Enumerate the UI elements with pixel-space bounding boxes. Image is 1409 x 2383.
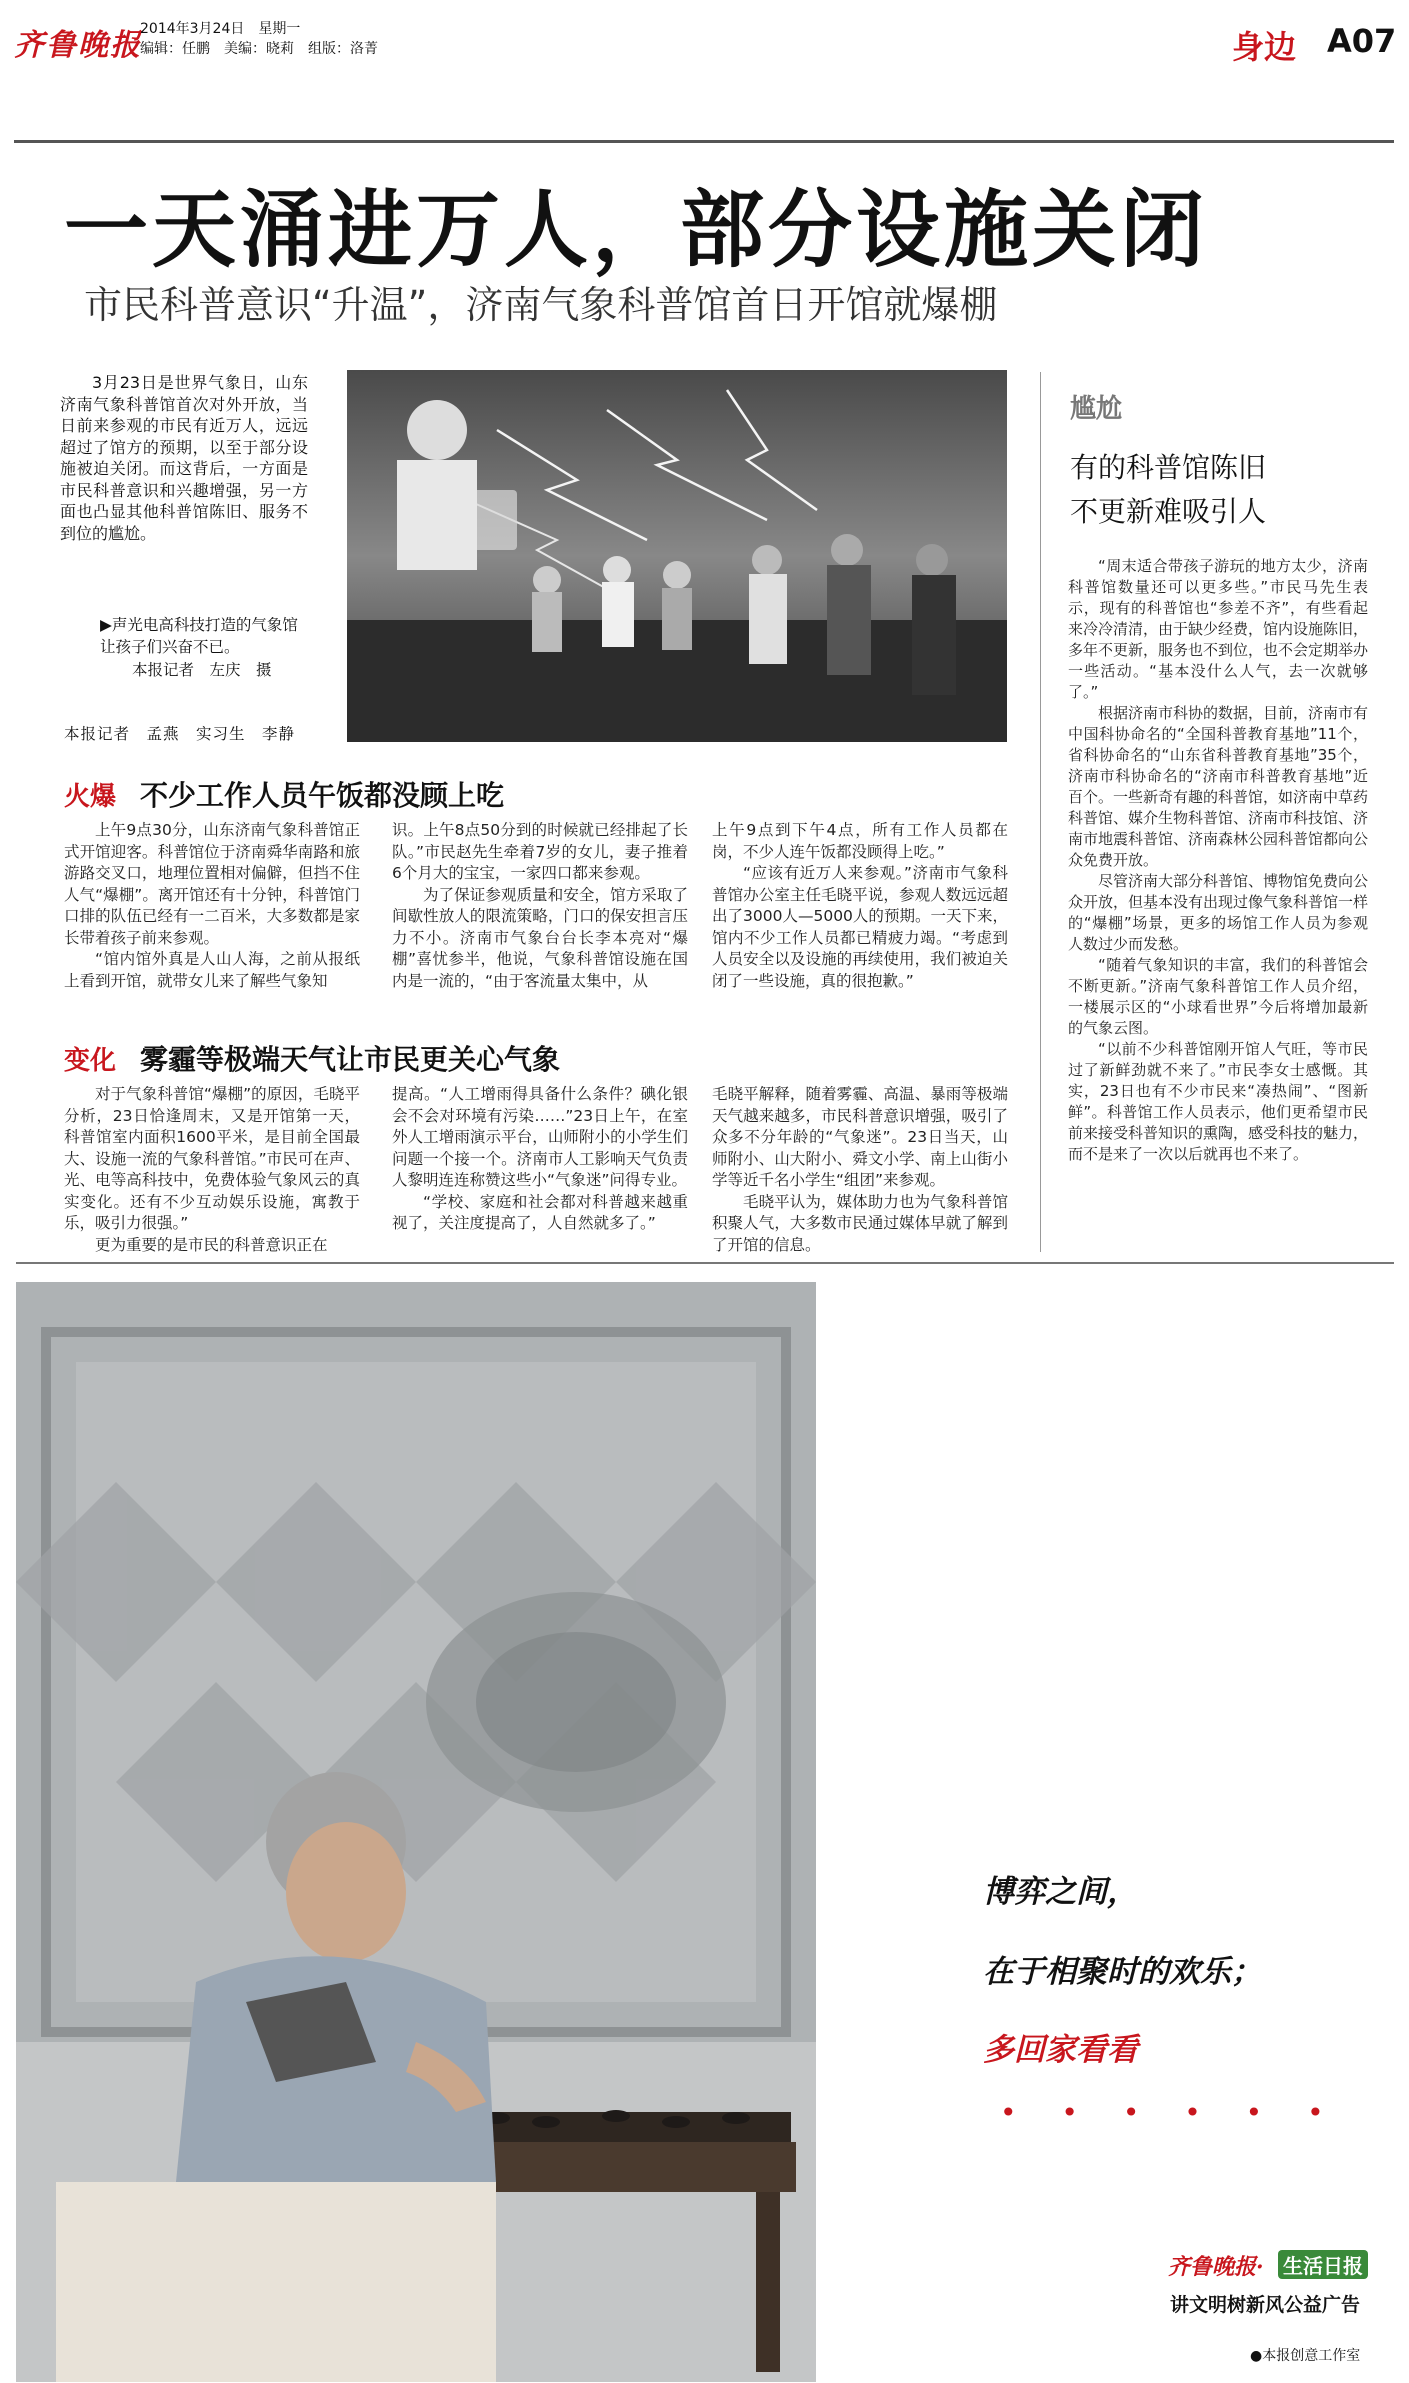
paragraph: 对于气象科普馆“爆棚”的原因，毛晓平分析，23日恰逢周末，又是开馆第一天，科普馆室内面积1600平米，是目前全国最大、设施一流的气象科普馆。”市民可在声、光、电等高科技中，免费体验气象风云的真实变化。还有不少互动娱乐设施，寓教于乐，吸引力很强。” <box>64 1085 360 1232</box>
paragraph: 根据济南市科协的数据，目前，济南市有中国科协命名的“全国科普教育基地”11个，省科协命名的“山东省科普教育基地”35个，济南市科协命名的“济南市科普教育基地”近百个。一些新奇有趣的科普馆，如济南中草药科普馆、媒介生物科普馆、济南市科技馆、济南市地震科普馆、济南森林公园科普馆都向公众免费开放。 <box>1068 704 1369 869</box>
paragraph: 为了保证参观质量和安全，馆方采取了间歇性放人的限流策略，门口的保安担言压力不小。济南市气象台台长李本亮对“爆棚”喜忧参半，他说，气象科普馆设施在国内是一流的，“由于客流量太集中，从 <box>392 885 688 990</box>
sidebar-body <box>1068 556 1368 1165</box>
article-bottom-rule <box>16 1262 1394 1264</box>
paragraph: 尽管济南大部分科普馆、博物馆免费向公众开放，但基本没有出现过像气象科普馆一样的“爆棚”场景，更多的场馆工作人员为参观人数过少而发愁。 <box>1068 872 1369 953</box>
header-rule <box>14 140 1394 143</box>
public-service-ad <box>16 1282 1394 2382</box>
section2-col2 <box>392 1084 688 1235</box>
byline: 本报记者 孟燕 实习生 李静 <box>64 725 296 743</box>
sidebar-title-line1: 有的科普馆陈旧 <box>1070 451 1267 484</box>
section1-col3 <box>712 820 1008 992</box>
date-line: 2014年3月24日 星期一 <box>140 21 301 37</box>
paragraph: 提高。“人工增雨得具备什么条件？碘化银会不会对环境有污染……”23日上午，在室外人工增雨演示平台，山师附小的小学生们问题一个接一个。济南市人工影响天气负责人黎明连连称赞这些小“气象迷”问得专业。 <box>392 1085 688 1189</box>
section1-tag: 火爆 <box>64 782 117 812</box>
lead-text: 3月23日是世界气象日，山东济南气象科普馆首次对外开放，当日前来参观的市民有近万人，远远超过了馆方的预期，以至于部分设施被迫关闭。而这背后，一方面是市民科普意识和兴趣增强，另一方面也凸显其他科普馆陈旧、服务不到位的尴尬。 <box>60 373 308 543</box>
ad-brand-logo-2: 生活日报 <box>1278 2250 1368 2279</box>
section1-title: 不少工作人员午饭都没顾上吃 <box>140 779 505 812</box>
ad-dots: • • • • • • <box>1000 2096 1342 2129</box>
ad-brand-logo: 齐鲁晚报· <box>1168 2254 1264 2280</box>
paragraph: “应该有近万人来参观。”济南市气象科普馆办公室主任毛晓平说，参观人数远远超出了3000人—5000人的预期。一天下来，馆内不少工作人员都已精疲力竭。“考虑到人员安全以及设施的再续使用，我们被迫关闭了一些设施，真的很抱歉。” <box>712 864 1008 990</box>
paragraph: 更为重要的是市民的科普意识正在 <box>95 1235 328 1254</box>
photo-illustration <box>347 370 1007 742</box>
paragraph: 毛晓平认为，媒体助力也为气象科普馆积聚人气，大多数市民通过媒体早就了解到了开馆的信息。 <box>712 1192 1008 1254</box>
ad-white-panel <box>816 1282 1394 2382</box>
sidebar-title-line2: 不更新难吸引人 <box>1070 495 1267 528</box>
section1-col2 <box>392 820 688 992</box>
ad-slogan: 讲文明树新风公益广告 <box>1170 2294 1361 2316</box>
section-name: 身边 <box>1232 28 1297 66</box>
ad-line1: 博弈之间， <box>983 1874 1138 1910</box>
editors-line: 编辑：任鹏 美编：晓莉 组版：洛菁 <box>140 41 378 57</box>
masthead: 齐鲁晚报 <box>14 28 142 63</box>
section2-tag: 变化 <box>64 1046 117 1076</box>
section1-col1 <box>64 820 360 992</box>
ad-line3: 多回家看看 <box>983 2032 1138 2068</box>
paragraph: “馆内馆外真是人山人海，之前从报纸上看到开馆，就带女儿来了解些气象知 <box>64 950 360 990</box>
paragraph: “学校、家庭和社会都对科普越来越重视了，关注度提高了，人自然就多了。” <box>392 1192 688 1232</box>
section2-title: 雾霾等极端天气让市民更关心气象 <box>140 1043 561 1076</box>
paragraph: “以前不少科普馆刚开馆人气旺，等市民过了新鲜劲就不来了。”市民李女士感慨。其实，23日也有不少市民来“凑热闹”、“图新鲜”。科普馆工作人员表示，他们更希望市民前来接受科普知识的熏陶，感受科技的魅力，而不是来了一次以后就再也不来了。 <box>1068 1040 1369 1163</box>
sidebar-divider <box>1040 372 1041 1252</box>
headline: 一天涌进万人，部分设施关闭 <box>64 181 1209 279</box>
paragraph: 毛晓平解释，随着雾霾、高温、暴雨等极端天气越来越多，市民科普意识增强，吸引了众多不分年龄的“气象迷”。23日当天，山师附小、山大附小、舜文小学、南上山街小学等近千名小学生“组团”来参观。 <box>712 1085 1008 1189</box>
ad-line2: 在于相聚时的欢乐； <box>983 1954 1262 1990</box>
paragraph: 上午9点30分，山东济南气象科普馆正式开馆迎客。科普馆位于济南舜华南路和旅游路交叉口，地理位置相对偏僻，但挡不住人气“爆棚”。离开馆还有十分钟，科普馆门口排的队伍已经有一二百米，大多数都是家长带着孩子前来参观。 <box>64 821 360 947</box>
photographer-credit: 本报记者 左庆 摄 <box>132 661 272 679</box>
paragraph: “周末适合带孩子游玩的地方太少，济南科普馆数量还可以更多些。”市民马先生表示，现有的科普馆也“参差不齐”，有些看起来冷冷清清，由于缺少经费，馆内设施陈旧，多年不更新，服务也不到位，也不会定期举办一些活动。“基本没什么人气，去一次就够了。” <box>1068 557 1369 701</box>
ad-illustration <box>16 1282 816 2382</box>
section2-col3 <box>712 1084 1008 1256</box>
news-photo <box>347 370 1007 742</box>
paragraph: “随着气象知识的丰富，我们的科普馆会不断更新。”济南气象科普馆工作人员介绍，一楼展示区的“小球看世界”今后将增加最新的气象云图。 <box>1068 956 1368 1037</box>
sidebar-title <box>1070 446 1370 534</box>
section2-col1 <box>64 1084 360 1256</box>
page-number: A07 <box>1327 22 1397 60</box>
sidebar-tag: 尴尬 <box>1070 394 1123 424</box>
lead-paragraph <box>60 372 308 544</box>
subheadline: 市民科普意识“升温”，济南气象科普馆首日开馆就爆棚 <box>84 283 998 327</box>
paragraph: 上午9点到下午4点，所有工作人员都在岗，不少人连午饭都没顾得上吃。” <box>712 821 1008 861</box>
paragraph: 识。上午8点50分到的时候就已经排起了长队。”市民赵先生牵着7岁的女儿，妻子推着6个月大的宝宝，一家四口都来参观。 <box>392 821 688 882</box>
ad-credit: ●本报创意工作室 <box>1250 2348 1361 2364</box>
photo-caption: ▶声光电高科技打造的气象馆让孩子们兴奋不已。 <box>100 616 298 656</box>
